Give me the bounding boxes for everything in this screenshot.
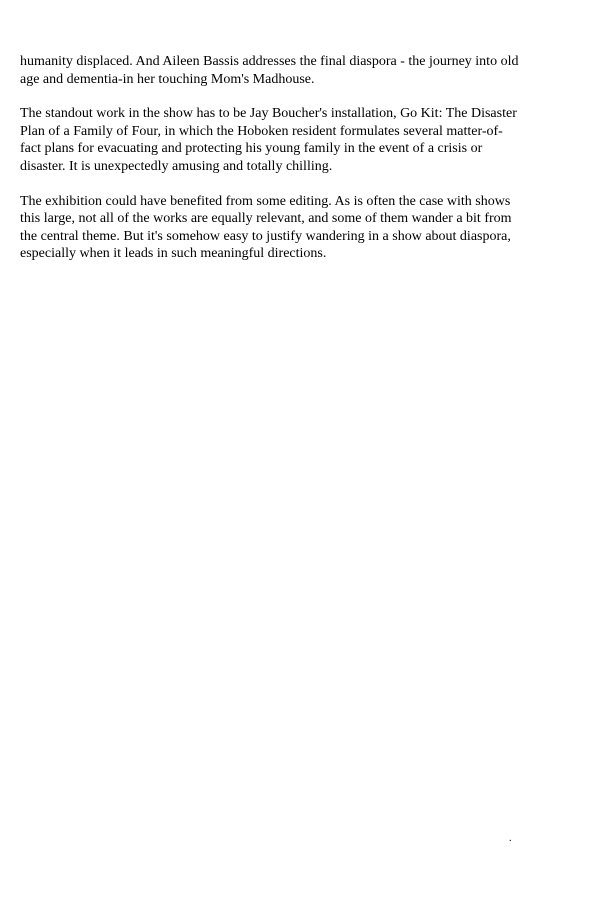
article-body <box>20 53 585 280</box>
text-line: age and dementia-in her touching Mom's Madhouse. <box>20 71 315 87</box>
text-line: this large, not all of the works are equally relevant, and some of them wander a bit from <box>20 211 512 227</box>
text-line: disaster. It is unexpectedly amusing and totally chilling. <box>20 158 333 174</box>
paragraph-3 <box>20 193 585 263</box>
text-line: The standout work in the show has to be Jay Boucher's installation, Go Kit: The Disaster <box>20 106 517 122</box>
paragraph-2 <box>20 105 585 175</box>
text-line: fact plans for evacuating and protecting his young family in the event of a crisis or <box>20 141 483 157</box>
text-line: Plan of a Family of Four, in which the Hoboken resident formulates several matter-of- <box>20 123 503 139</box>
text-line: The exhibition could have benefited from some editing. As is often the case with shows <box>20 193 511 209</box>
text-line: especially when it leads in such meaningful directions. <box>20 246 327 262</box>
footer-dot: . <box>509 833 512 844</box>
text-line: the central theme. But it's somehow easy to justify wandering in a show about diaspora, <box>20 228 511 244</box>
paragraph-1 <box>20 53 585 88</box>
text-line: humanity displaced. And Aileen Bassis addresses the final diaspora - the journey into old <box>20 54 519 69</box>
